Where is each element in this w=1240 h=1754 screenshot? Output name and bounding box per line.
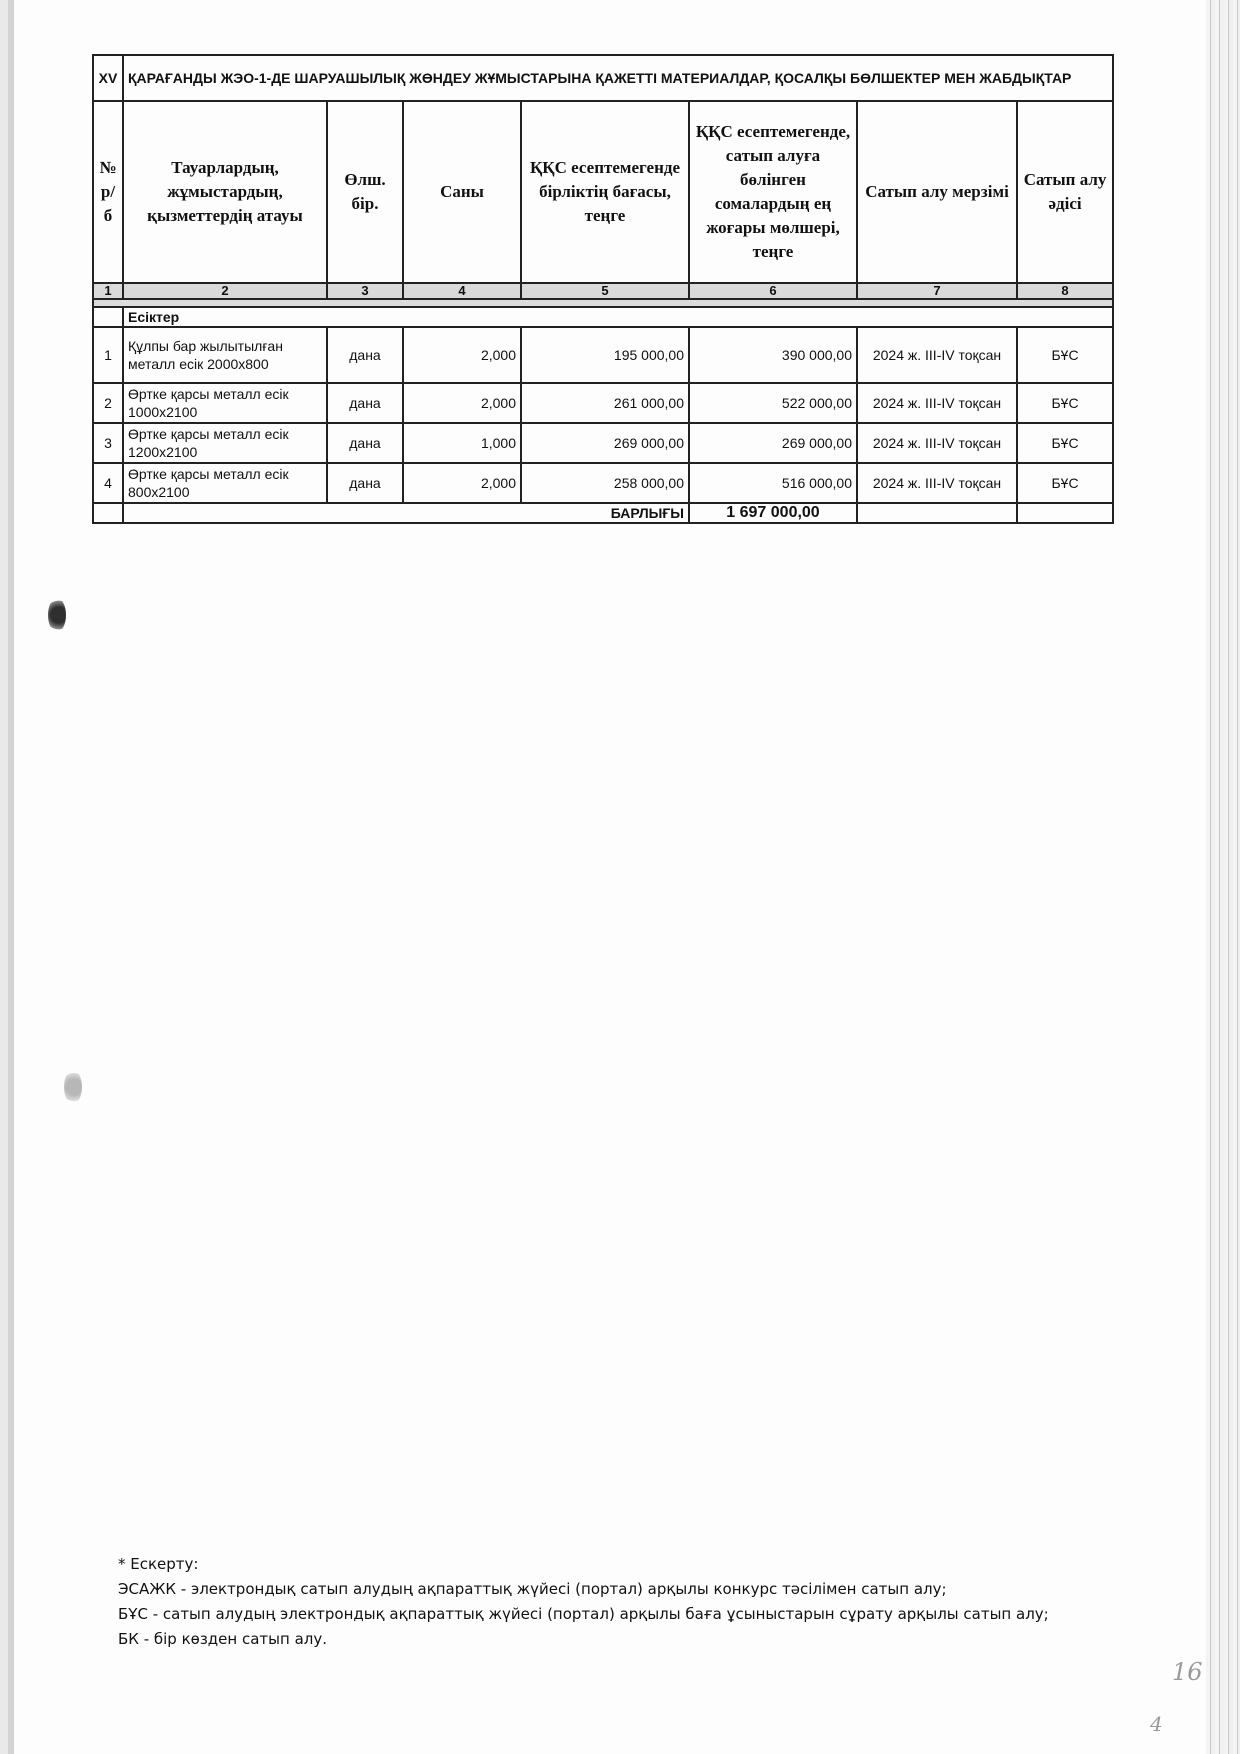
row-number: 4 — [93, 463, 123, 503]
table-row — [93, 327, 1113, 383]
item-name: Құлпы бар жылытылған металл есік 2000х800 — [123, 327, 327, 383]
item-amount: 516 000,00 — [689, 463, 857, 503]
item-amount: 522 000,00 — [689, 383, 857, 423]
footnote-line: БҰС - сатып алудың электрондық ақпараттық жүйесі (портал) арқылы баға ұсыныстарын сұрату арқылы сатып алу; — [118, 1605, 1049, 1623]
section-title: ҚАРАҒАНДЫ ЖЭО-1-ДЕ ШАРУАШЫЛЫҚ ЖӨНДЕУ ЖҰМЫСТАРЫНА ҚАЖЕТТІ МАТЕРИАЛДАР, ҚОСАЛҚЫ БӨЛШЕКТЕР МЕН ЖАБДЫҚТАР — [123, 55, 1113, 101]
column-header-row — [93, 101, 1113, 283]
header-quantity: Саны — [403, 101, 521, 283]
footnote-line: БК - бір көзден сатып алу. — [118, 1630, 328, 1648]
total-label: БАРЛЫҒЫ — [123, 503, 689, 523]
page-edge-shadow — [8, 0, 14, 1754]
row-number: 2 — [93, 383, 123, 423]
column-number: 5 — [521, 283, 689, 299]
header-period: Сатып алу мерзімі — [857, 101, 1017, 283]
column-number: 2 — [123, 283, 327, 299]
column-number: 6 — [689, 283, 857, 299]
item-name: Өртке қарсы металл есік 800х2100 — [123, 463, 327, 503]
section-header-row — [93, 55, 1113, 101]
item-name: Өртке қарсы металл есік 1000х2100 — [123, 383, 327, 423]
group-label: Есіктер — [123, 307, 1113, 327]
item-method: БҰС — [1017, 383, 1113, 423]
header-method: Сатып алу әдісі — [1017, 101, 1113, 283]
column-number: 8 — [1017, 283, 1113, 299]
item-quantity: 2,000 — [403, 463, 521, 503]
table-row — [93, 463, 1113, 503]
item-unit-price: 258 000,00 — [521, 463, 689, 503]
group-row — [93, 307, 1113, 327]
procurement-table — [92, 54, 1114, 524]
item-quantity: 2,000 — [403, 327, 521, 383]
item-unit: дана — [327, 383, 403, 423]
item-unit: дана — [327, 423, 403, 463]
spacer-row — [93, 299, 1113, 307]
section-number: XV — [93, 55, 123, 101]
item-period: 2024 ж. III-IV тоқсан — [857, 327, 1017, 383]
handwritten-page-number: 16 — [1172, 1658, 1203, 1686]
footnote-line: ЭСАЖК - электрондық сатып алудың ақпараттық жүйесі (портал) арқылы конкурс тәсілімен сатып алу; — [118, 1580, 947, 1598]
item-amount: 390 000,00 — [689, 327, 857, 383]
item-unit-price: 269 000,00 — [521, 423, 689, 463]
item-unit-price: 261 000,00 — [521, 383, 689, 423]
total-amount: 1 697 000,00 — [689, 503, 857, 523]
header-row-number: № р/б — [93, 101, 123, 283]
binder-hole — [64, 1070, 82, 1104]
column-number: 1 — [93, 283, 123, 299]
row-number: 3 — [93, 423, 123, 463]
item-period: 2024 ж. III-IV тоқсан — [857, 423, 1017, 463]
item-method: БҰС — [1017, 463, 1113, 503]
item-unit: дана — [327, 327, 403, 383]
item-quantity: 1,000 — [403, 423, 521, 463]
column-number: 7 — [857, 283, 1017, 299]
item-name: Өртке қарсы металл есік 1200х2100 — [123, 423, 327, 463]
column-number: 4 — [403, 283, 521, 299]
item-amount: 269 000,00 — [689, 423, 857, 463]
item-period: 2024 ж. III-IV тоқсан — [857, 463, 1017, 503]
binder-hole — [48, 598, 66, 632]
header-max-amount: ҚҚС есептемегенде, сатып алуға бөлінген сомалардың ең жоғары мөлшері, теңге — [689, 101, 857, 283]
stacked-pages-edge — [1206, 0, 1240, 1754]
row-number: 1 — [93, 327, 123, 383]
column-number-row — [93, 283, 1113, 299]
header-unit: Өлш. бір. — [327, 101, 403, 283]
header-unit-price: ҚҚС есептемегенде бірліктің бағасы, теңге — [521, 101, 689, 283]
item-period: 2024 ж. III-IV тоқсан — [857, 383, 1017, 423]
footnote-title: * Ескерту: — [118, 1555, 199, 1573]
footnote — [118, 1552, 1118, 1652]
item-unit: дана — [327, 463, 403, 503]
table-row — [93, 383, 1113, 423]
item-method: БҰС — [1017, 423, 1113, 463]
handwritten-page-number: 4 — [1150, 1712, 1163, 1736]
total-row — [93, 503, 1113, 523]
item-quantity: 2,000 — [403, 383, 521, 423]
column-number: 3 — [327, 283, 403, 299]
item-method: БҰС — [1017, 327, 1113, 383]
table-row — [93, 423, 1113, 463]
header-item-name: Тауарлардың, жұмыстардың, қызметтердің атауы — [123, 101, 327, 283]
document-page — [8, 0, 1220, 1754]
item-unit-price: 195 000,00 — [521, 327, 689, 383]
